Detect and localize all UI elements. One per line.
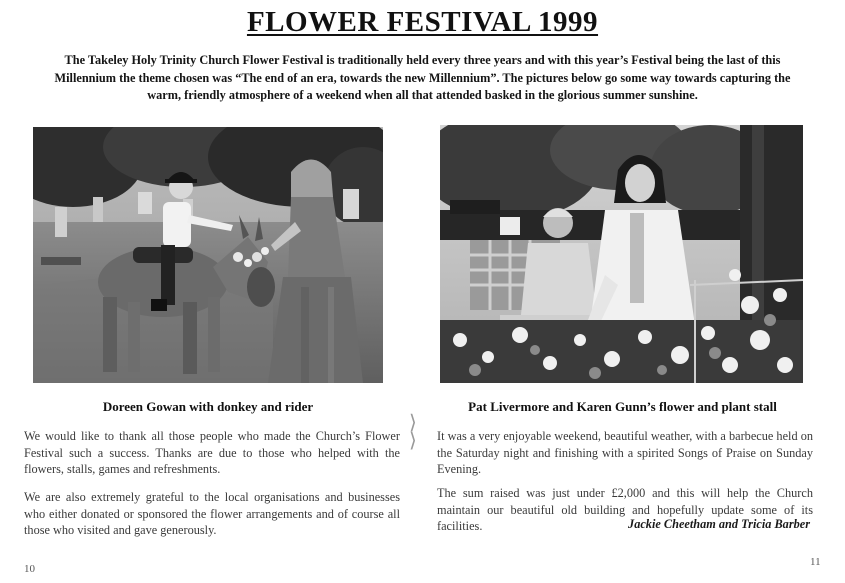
intro-line: The Takeley Holy Trinity Church Flower Festival is traditionally held every three years and with this year’s Festival being the last of this	[64, 53, 781, 67]
grateful-paragraph: We are also extremely grateful to the local organisations and businesses who either donated or sponsored the flower arrangements and of course all those who visited and gave generously.	[24, 490, 400, 537]
signature: Jackie Cheetham and Tricia Barber	[628, 517, 810, 531]
weekend-paragraph: It was a very enjoyable weekend, beautiful weather, with a barbecue held on the Saturday night and finishing with a spirited Songs of Praise on Sunday Evening.	[437, 429, 813, 476]
right-photo-caption: Pat Livermore and Karen Gunn’s flower and plant stall	[468, 399, 777, 414]
left-photo-caption: Doreen Gowan with donkey and rider	[102, 399, 314, 414]
page-number-right: 11	[810, 556, 821, 568]
donkey-photo	[33, 127, 383, 383]
page-number-left: 10	[24, 563, 35, 575]
flower-stall-photo	[440, 125, 803, 383]
intro-line: warm, friendly atmosphere of a weekend when all that attended basked in the glorious summer sunshine.	[147, 88, 698, 102]
thanks-paragraph: We would like to thank all those people who made the Church’s Flower Festival such a success. Thanks are due to those who helped with the flowers, stalls, games and refreshments.	[24, 429, 400, 476]
page-fold-mark: ⟩ ⟩	[409, 412, 417, 452]
intro-line: Millennium the theme chosen was “The end of an era, towards the new Millennium”. The pictures below go some way towards capturing the	[54, 70, 791, 85]
sum-raised-paragraph: The sum raised was just under £2,000 and this will help the Church maintain our beautiful old building and hopefully update some of its facilities.	[437, 486, 813, 533]
page-title: FLOWER FESTIVAL 1999	[246, 6, 599, 38]
intro-text	[16, 52, 829, 105]
